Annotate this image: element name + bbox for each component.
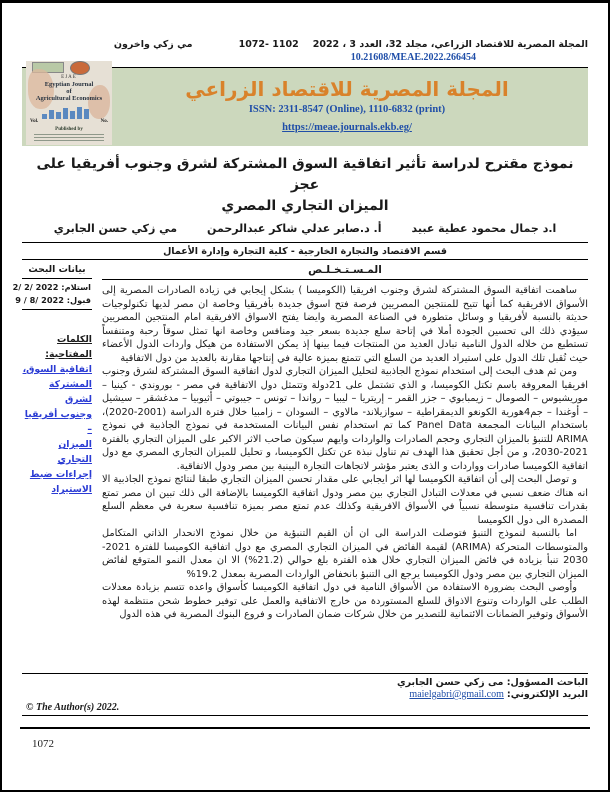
keyword-link-2[interactable]: المشتركة لشرق bbox=[49, 379, 92, 405]
journal-cover-image bbox=[26, 61, 112, 145]
article-title-line1: نموذج مقترح لدراسة تأثير اتفاقية السوق المشتركة لشرق وجنوب أفريقيا على عجز bbox=[36, 156, 574, 193]
keywords-block bbox=[22, 332, 92, 497]
abstract-heading: المـسـتـخـلـص bbox=[308, 264, 382, 276]
abstract-paragraph-2: ومن ثم هدف البحث إلى استخدام نموذج الجاذبية لتحليل الميزان التجاري لدول اتفاقية السوق المشتركة لشرق وجنوب افريقيا المعروفة باسم تكتل الكوميسا، و الذي تشتمل على 21دولة وتتمثل دول الاتفاقية في مصر - بوروندي - كينيا – موريشيوس – الصومال – زيمبابوي – جزر القمر – إريتريا – ليبيا – رواندا – تونس – جيبوتي – أثيوبيا – مدغشقر – سيشيل – أوغندا – جم4هورية الكونغو الديمقراطية – سوازيلاند- مالاوي – السودان – زامبيا خلال فترة الدراسة (2001-2020)، باستخدام البيانات المجمعة Panel Data كما تم استخدام نفس البيانات المستخدمة في نموذج الجاذبية في نموذج ARIMA للتنبؤ بالميزان التجاري وحجم الصادرات والواردات وايهم سيكون صاحب الاثر الاكبر على الميزان التجاري بالفترة 2021-2030، و من أجل تحقيق هذا الهدف تم تناول نبذة عن تكتل الكوميسا، و تحليل للميزان التجاري المصري مع دول اتفاقية الكوميسا صادرات وواردات و الذى يعتبر مؤشر لاتجاهات التجارة البينية بين مصر ودول الاتفاقية. bbox=[102, 366, 588, 472]
email-row bbox=[22, 689, 588, 700]
cover-logo-right bbox=[70, 61, 90, 75]
cover-chart-graphic bbox=[42, 105, 96, 119]
cover-fine-print bbox=[34, 134, 104, 142]
department-row bbox=[2, 242, 608, 260]
research-data-sidebar bbox=[12, 260, 92, 673]
research-data-title: بيانات البحث bbox=[28, 264, 86, 275]
journal-url-link[interactable]: https://meae.journals.ekb.eg/ bbox=[282, 122, 412, 133]
abstract-column bbox=[102, 260, 588, 673]
running-header-journal: المجلة المصرية للاقتصاد الزراعي، مجلد 32، العدد 3 ، 2022 bbox=[312, 39, 588, 50]
footer-divider-top bbox=[22, 673, 588, 674]
journal-banner bbox=[22, 68, 588, 146]
keyword-link-5[interactable]: إجراءات ضبط bbox=[29, 469, 92, 480]
issn-line: ISSN: 2311-8547 (Online), 1110-6832 (print) bbox=[248, 104, 446, 115]
page-footer bbox=[2, 673, 608, 790]
cover-title: Egyptian Journal of Agricultural Economics bbox=[35, 81, 103, 102]
footer-divider-mid bbox=[22, 715, 588, 716]
author-2: أ. د.صابر عدلي شاكر عبدالرحمن bbox=[207, 222, 382, 235]
running-header bbox=[22, 39, 588, 50]
keyword-link-1[interactable]: اتفاقية السوق، bbox=[22, 364, 92, 375]
keyword-link-6[interactable]: الاستيراد bbox=[51, 484, 92, 495]
email-label: البريد الإلكتروني: bbox=[506, 689, 588, 700]
copyright-notice: © The Author(s) 2022. bbox=[26, 702, 120, 713]
keyword-link-4[interactable]: الميزان التجاري bbox=[57, 439, 92, 465]
footer-divider-thick bbox=[20, 727, 590, 729]
abstract-paragraph-1: ساهمت اتفاقية السوق المشتركة لشرق وجنوب افريقيا (الكوميسا ) بشكل إيجابي في زيادة الصادرات المصرية إلى الأسواق الافريقية كما أنها تتيح للمنتجين المصريين فرصة فتح اسوق جديدة بأفريقيا وخاصة ان مصر لديها تكنولوجيات حديثة بالنسبة لأفريقيا و وسائل متطورة في الصناعة المصرية وايضا يفتح الاسواق الافريقية امام المنتجين المصريين سيؤدي ذلك الى تحسين الجودة أملا في إتاحة سلع جديدة بسعر جيد ومنافس وخاصة انها تمثل سوقاً رحبة ومتنفساً تستطيع من خلاله الدول النامية تبادل العديد من المنتجات فيما بينها إذ يمكن الاستفادة من هيكل واردات الدول الأعضاء حيث تُقبل تلك الدول على استيراد العديد من السلع التي تتمتع بميزة عالية في إنتاجها مقارنة بالعديد من دول الاتفاقية bbox=[102, 285, 588, 364]
abstract-paragraph-4: اما بالنسبة لنموذج التنبؤ فتوصلت الدراسة الى ان أن القيم التنبؤية من خلال نموذج الانحدار الذاتي المتكامل والمتوسطات المتحركة (ARIMA) لقيمة الفائض في الميزان التجاري المصري مع دول اتفاقية الكوميسا للفترة 2021-2030 تنبأ بزيادة في فائض الميزان التجاري خلال هذه الفترة بلغ حوالي (21.2%) الا ان معدل النمو المتوقع لفائض الميزان التجاري بين مصر ودول الكوميسا يرجع الى التنبؤ بانخفاض الواردات المصرية بمعدل 19.2% bbox=[102, 528, 588, 580]
cover-acronym: EJAE bbox=[61, 75, 77, 80]
running-header-authors: مي زكي واخرون bbox=[113, 39, 193, 50]
department-affiliation: قسم الاقتصاد والتجارة الخارجية - كلية التجارة وإدارة الأعمال bbox=[163, 246, 447, 257]
page-number: 1072 bbox=[32, 738, 54, 750]
author-3: مي زكي حسن الجابري bbox=[53, 222, 178, 235]
cover-volume-row: Vol. No. bbox=[30, 119, 108, 124]
abstract-heading-divider bbox=[102, 279, 588, 280]
abstract-paragraph-3: و توصل البحث إلى أن اتفاقية الكوميسا لها اثر ايجابي على مقدار تحسن الميزان التجاري طبقا لنتائج نموذج الجاذبية الا انه هناك ضعف نسبي في معدلات التبادل التجاري بين مصر ودول اتفاقية الكوميسا بالإضافة الى ذلك تبين ان مصر تمتع بقدرات تنافسية متوسطة نسبياً في الأسواق الافريقية وكذلك عدم تمتع مصر بميزة تنافسية سعرية في معظم السلع المصدرة الى دول الكوميسا bbox=[102, 474, 588, 526]
keywords-label-line1: الكلمات bbox=[57, 334, 92, 345]
research-dates bbox=[12, 279, 92, 309]
running-header-page-range: 1072- 1102 bbox=[238, 39, 299, 50]
abstract-section bbox=[12, 260, 588, 673]
keyword-link-3[interactable]: وجنوب أفريقيا – bbox=[24, 409, 92, 435]
journal-title: المجلة المصرية للاقتصاد الزراعي bbox=[185, 77, 509, 101]
abstract-text bbox=[102, 284, 588, 622]
article-title bbox=[28, 154, 582, 217]
email-link[interactable]: maielgabri@gmail.com bbox=[409, 689, 504, 700]
sidebar-divider-2 bbox=[22, 309, 92, 310]
abstract-paragraph-5: وأوصى البحث بضرورة الاستفادة من الأسواق النامية في دول اتفاقية الكوميسا كأسواق واعده تتسم بزيادة معدلات الطلب على الواردات وتنوع الاذواق للسلع المستوردة من خارج الاتفاقية والعمل على توفير خطوط شحن منتظمة لهذه الأسواق وتوفير الضمانات الائتمانية للتصدير من خلال شركات ضمان الصادرات و فروع البنوك المصرية في هذه الدول bbox=[102, 582, 588, 620]
accepted-date: قبول: 9 / 8/ 2022 bbox=[15, 294, 91, 305]
corresponding-author: الباحث المسؤول: مى زكي حسن الجابري bbox=[396, 677, 588, 688]
cover-published-by: Published by bbox=[55, 127, 83, 132]
author-1: ا.د جمال محمود عطية عبيد bbox=[411, 222, 557, 235]
article-title-line2: الميزان التجاري المصري bbox=[221, 198, 389, 214]
doi: 10.21608/MEAE.2022.266454 bbox=[350, 52, 476, 63]
article-authors bbox=[2, 222, 608, 235]
keywords-label-line2: المفتاحية: bbox=[45, 349, 92, 360]
received-date: استلام: 2/ 2/ 2022 bbox=[12, 282, 91, 292]
